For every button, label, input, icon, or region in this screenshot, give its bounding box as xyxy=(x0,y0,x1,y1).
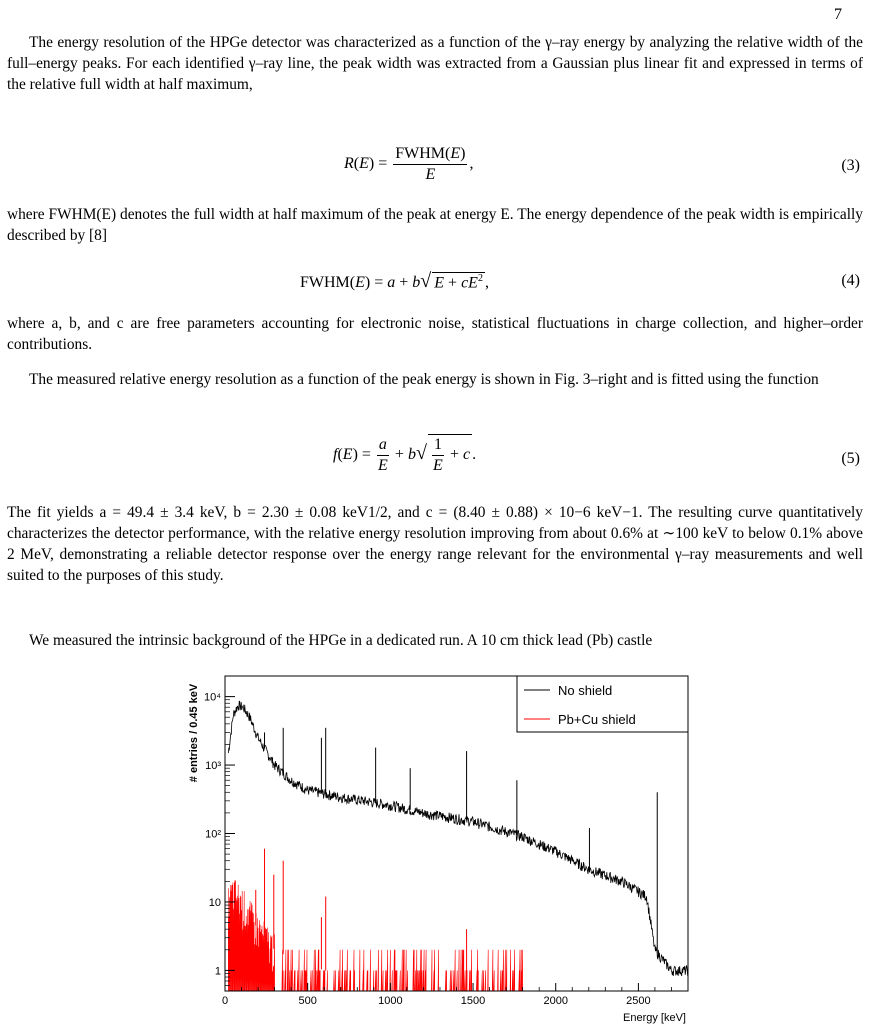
paragraph-parameters: where a, b, and c are free parameters accounting for electronic noise, statistical fluctuations in charge collection, and higher–order contributions. xyxy=(7,315,863,353)
x-tick-label: 2500 xyxy=(626,995,651,1007)
y-tick-label: 10⁴ xyxy=(204,691,221,704)
series-line xyxy=(228,701,687,976)
equation-5: f(E) = $\frac{a}{E}$ + b√ $\frac{1}{E}$ + c . (5) xyxy=(333,436,860,474)
x-tick-label: 1000 xyxy=(378,995,403,1007)
legend xyxy=(517,676,688,732)
series-pb-cu-shield xyxy=(228,849,522,991)
legend-label-pb-cu-shield: Pb+Cu shield xyxy=(558,712,636,727)
y-tick-label: 1 xyxy=(214,965,221,978)
x-tick-label: 2000 xyxy=(543,995,568,1007)
y-axis-label: # entries / 0.45 keV xyxy=(188,683,200,783)
y-tick-label: 10² xyxy=(205,828,221,841)
x-tick-label: 0 xyxy=(221,995,229,1007)
paragraph-fwhm-definition: where FWHM(E) denotes the full width at half maximum of the peak at energy E. The energy dependence of the peak width is empirically described by [8] xyxy=(7,206,863,244)
equation-4-number: (4) xyxy=(841,272,860,289)
series-no-shield xyxy=(228,701,687,976)
page-number: 7 xyxy=(834,6,842,23)
x-axis-label: Energy [keV] xyxy=(623,1012,686,1024)
paragraph-fit-results: The fit yields a = 49.4 ± 3.4 keV, b = 2.30 ± 0.08 keV1/2, and c = (8.40 ± 0.88) × 10−6 keV−1. The resulting curve quantitatively characterizes the detector performance, with the relative energy resolution improving from about 0.6% at ∼100 keV to below 0.1% above 2 MeV, demonstrating a reliable detector response over the energy range relevant for the environmental γ–ray measurements and well suited to the purposes of this study. xyxy=(7,504,863,584)
x-tick-label: 1500 xyxy=(460,995,486,1007)
series-line xyxy=(228,880,522,991)
background-spectrum-figure xyxy=(182,671,692,1025)
paragraph-energy-resolution: The energy resolution of the HPGe detector was characterized as a function of the γ–ray energy by analyzing the relative width of the full–energy peaks. For each identified γ–ray line, the peak width was extracted from a Gaussian plus linear fit and expressed in terms of the relative full width at half maximum, xyxy=(7,34,863,93)
y-tick-label: 10³ xyxy=(205,760,221,773)
paragraph-fit-function: The measured relative energy resolution as a function of the peak energy is shown in Fig. 3–right and is fitted using the function xyxy=(29,371,819,388)
y-tick-label: 10 xyxy=(208,896,221,909)
equation-4: FWHM(E) = a + b√ $E + cE^2$ , (4) xyxy=(300,270,860,292)
x-tick-label: 500 xyxy=(298,995,317,1007)
equation-3-number: (3) xyxy=(841,157,860,174)
paragraph-background: We measured the intrinsic background of the HPGe in a dedicated run. A 10 cm thick lead (Pb) castle xyxy=(29,632,653,649)
plot-area xyxy=(228,701,687,991)
equation-5-number: (5) xyxy=(841,450,860,467)
legend-label-no-shield: No shield xyxy=(558,683,613,698)
equation-3: R(E) = $\frac{\text{FWHM(E)}}{E}$ , (3) xyxy=(344,145,860,183)
